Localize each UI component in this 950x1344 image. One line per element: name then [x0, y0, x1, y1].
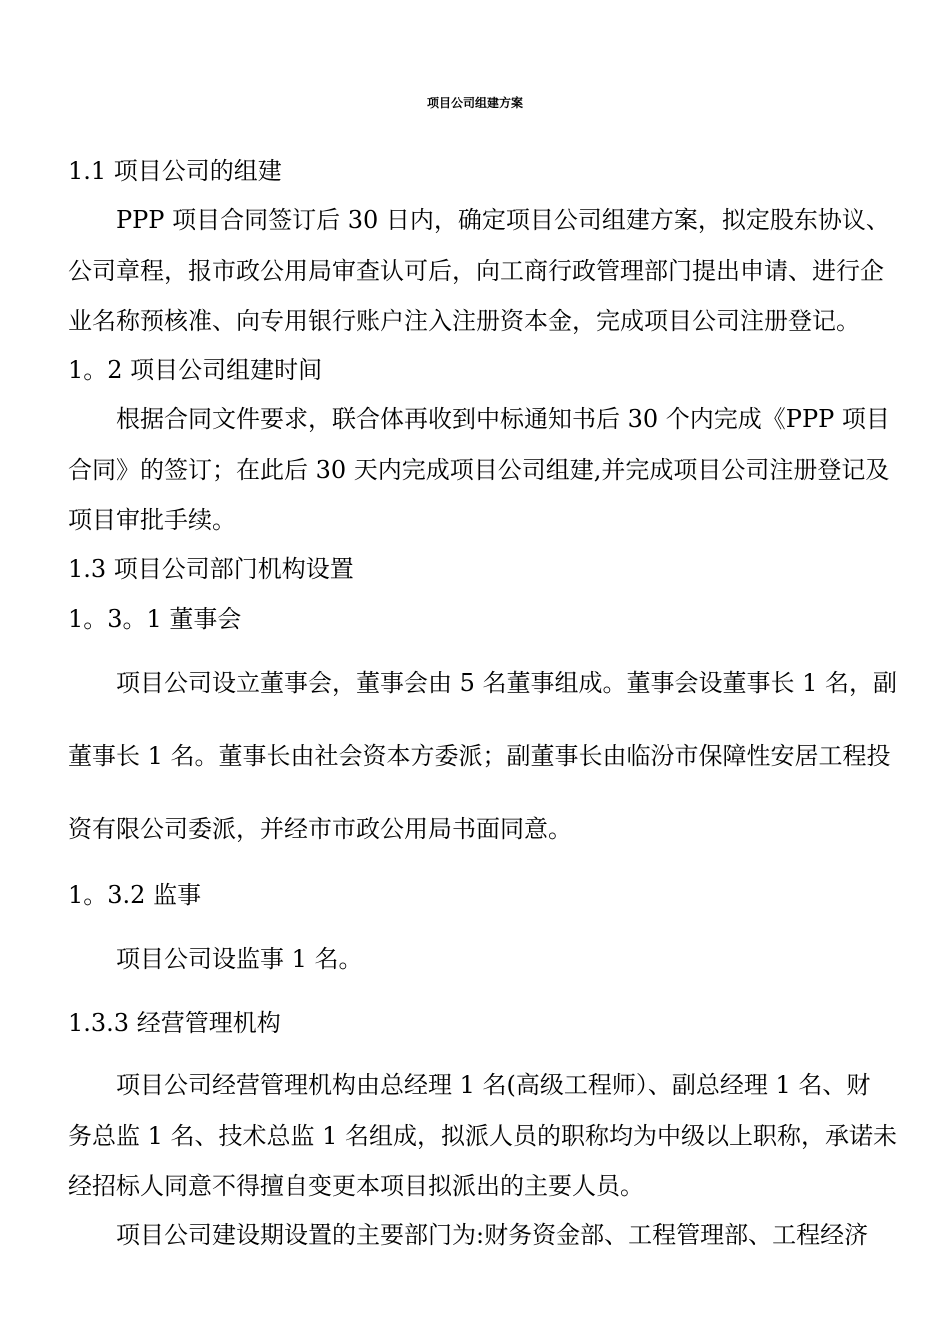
paragraph-line: PPP 项目合同签订后 30 日内，确定项目公司组建方案，拟定股东协议、 [116, 206, 890, 234]
paragraph-line: 合同》的签订；在此后 30 天内完成项目公司组建,并完成项目公司注册登记及 [68, 456, 890, 484]
paragraph-line: 根据合同文件要求，联合体再收到中标通知书后 30 个内完成《PPP 项目 [116, 405, 890, 433]
paragraph-line: 项目公司建设期设置的主要部门为:财务资金部、工程管理部、工程经济 [116, 1221, 869, 1249]
section-heading-1-3: 1.3 项目公司部门机构设置 [68, 555, 354, 583]
paragraph-line: 项目公司设监事 1 名。 [116, 945, 363, 973]
page-title: 项目公司组建方案 [426, 96, 523, 110]
section-heading-1-3-3: 1.3.3 经营管理机构 [68, 1009, 281, 1037]
paragraph-line: 公司章程，报市政公用局审查认可后，向工商行政管理部门提出申请、进行企 [68, 257, 884, 285]
paragraph-line: 业名称预核准、向专用银行账户注入注册资本金，完成项目公司注册登记。 [68, 307, 860, 335]
paragraph-line: 项目审批手续。 [68, 506, 236, 534]
paragraph-line: 务总监 1 名、技术总监 1 名组成，拟派人员的职称均为中级以上职称，承诺未 [68, 1122, 898, 1150]
section-heading-1-3-1: 1。3。1 董事会 [68, 605, 242, 633]
section-heading-1-3-2: 1。3.2 监事 [68, 881, 202, 909]
section-heading-1-2: 1。2 项目公司组建时间 [68, 356, 323, 384]
paragraph-line: 资有限公司委派，并经市市政公用局书面同意。 [68, 815, 572, 843]
section-heading-1-1: 1.1 项目公司的组建 [68, 157, 282, 185]
paragraph-line: 董事长 1 名。董事长由社会资本方委派；副董事长由临汾市保障性安居工程投 [68, 742, 891, 770]
paragraph-line: 经招标人同意不得擅自变更本项目拟派出的主要人员。 [68, 1172, 644, 1200]
paragraph-line: 项目公司经营管理机构由总经理 1 名(高级工程师）、副总经理 1 名、财 [116, 1071, 871, 1099]
paragraph-line: 项目公司设立董事会，董事会由 5 名董事组成。董事会设董事长 1 名，副 [116, 669, 898, 697]
